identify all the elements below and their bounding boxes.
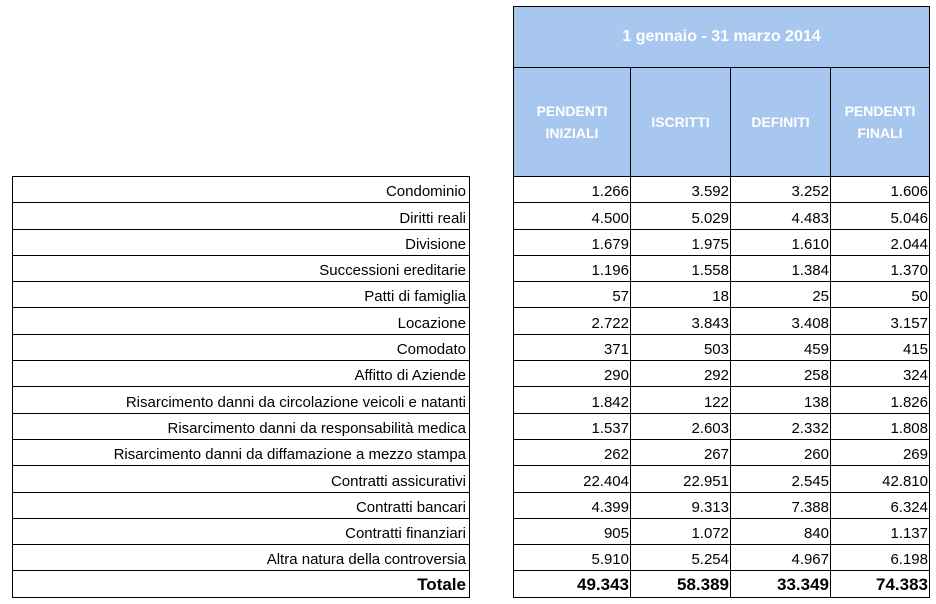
table-cell: 3.157 [890,314,928,332]
total-cell: 33.349 [731,571,831,596]
row-label: Risarcimento danni da diffamazione a mezzo stampa [113,446,466,464]
table-cell: 3.843 [631,308,731,333]
table-row [514,203,929,229]
row-label: Divisione [405,235,466,253]
period-header: 1 gennaio - 31 marzo 2014 [513,6,930,68]
table-cell: 1.137 [890,525,928,543]
col-header-definiti: DEFINITI [730,67,831,177]
table-row [514,335,929,361]
label-row [13,256,469,282]
table-cell: 1.384 [731,256,831,281]
table-cell: 3.408 [731,308,831,333]
table-row [514,414,929,440]
table-row [514,466,929,492]
label-row [13,230,469,256]
table-cell: 2.545 [731,466,831,491]
table-cell: 260 [731,440,831,465]
table-cell: 503 [631,335,731,360]
table-cell: 6.198 [890,551,928,569]
table-cell: 50 [911,288,928,306]
table-cell: 1.072 [631,519,731,544]
table-row [514,545,929,571]
label-row [13,361,469,387]
table-cell: 18 [631,282,731,307]
table-cell: 1.558 [631,256,731,281]
label-row [13,177,469,203]
table-cell: 9.313 [631,493,731,518]
table-row [514,177,929,203]
table-cell: 2.332 [731,414,831,439]
table-row [514,440,929,466]
table-cell: 1.370 [890,262,928,280]
row-label: Locazione [397,314,466,332]
table-cell: 4.399 [514,493,631,518]
label-row [13,203,469,229]
total-cell: 74.383 [876,574,928,594]
table-cell: 4.500 [514,203,631,228]
table-cell: 1.196 [514,256,631,281]
table-cell: 324 [902,367,928,385]
table-cell: 7.388 [731,493,831,518]
row-label: Patti di famiglia [364,288,466,306]
table-row [514,308,929,334]
table-cell: 5.029 [631,203,731,228]
label-row [13,308,469,334]
row-label: Comodato [396,341,466,359]
label-row [13,387,469,413]
table-cell: 5.046 [890,209,928,227]
table-cell: 269 [902,446,928,464]
table-cell: 1.975 [631,230,731,255]
table-cell: 840 [731,519,831,544]
table-row [514,361,929,387]
table-cell: 3.592 [631,177,731,202]
table-cell: 22.404 [514,466,631,491]
col-header-pendenti-finali: PENDENTI FINALI [830,67,930,177]
table-cell: 267 [631,440,731,465]
table-cell: 3.252 [731,177,831,202]
label-row [13,545,469,571]
table-cell: 1.808 [890,419,928,437]
total-cell: 58.389 [631,571,731,596]
data-table [513,176,930,598]
table-cell: 262 [514,440,631,465]
row-label: Diritti reali [399,209,466,227]
table-cell: 459 [731,335,831,360]
label-row [13,440,469,466]
label-row [13,466,469,492]
col-header-pendenti-iniziali: PENDENTI INIZIALI [513,67,631,177]
row-label: Altra natura della controversia [266,551,466,569]
total-label-row [13,571,469,597]
table-cell: 1.537 [514,414,631,439]
total-row [514,571,929,597]
table-cell: 4.483 [731,203,831,228]
table-cell: 290 [514,361,631,386]
col-header-iscritti: ISCRITTI [630,67,731,177]
table-row [514,387,929,413]
table-cell: 292 [631,361,731,386]
table-cell: 1.842 [514,387,631,412]
table-row [514,230,929,256]
label-row [13,282,469,308]
label-row [13,414,469,440]
table-cell: 2.722 [514,308,631,333]
table-row [514,493,929,519]
row-label: Contratti bancari [355,498,466,516]
table-cell: 1.826 [890,393,928,411]
table-cell: 42.810 [882,472,928,490]
row-label: Contratti finanziari [345,525,466,543]
table-cell: 2.603 [631,414,731,439]
label-row [13,493,469,519]
row-label: Contratti assicurativi [330,472,466,490]
table-cell: 905 [514,519,631,544]
table-cell: 138 [731,387,831,412]
table-cell: 1.606 [890,183,928,201]
table-cell: 4.967 [731,545,831,570]
table-cell: 1.610 [731,230,831,255]
row-label: Successioni ereditarie [319,262,466,280]
row-label: Risarcimento danni da responsabilità medica [167,419,466,437]
table-cell: 22.951 [631,466,731,491]
table-cell: 371 [514,335,631,360]
row-label: Condominio [385,183,466,201]
label-row [13,335,469,361]
label-row [13,519,469,545]
table-cell: 415 [902,341,928,359]
row-labels-column [12,176,470,598]
table-cell: 5.254 [631,545,731,570]
table-cell: 5.910 [514,545,631,570]
table-cell: 6.324 [890,498,928,516]
table-cell: 122 [631,387,731,412]
total-label: Totale [417,574,466,594]
table-cell: 258 [731,361,831,386]
row-label: Risarcimento danni da circolazione veicoli e natanti [125,393,466,411]
table-cell: 57 [514,282,631,307]
table-row [514,519,929,545]
table-cell: 25 [731,282,831,307]
total-cell: 49.343 [514,571,631,596]
table-row [514,256,929,282]
table-cell: 1.679 [514,230,631,255]
row-label: Affitto di Aziende [354,367,466,385]
table-row [514,282,929,308]
table-cell: 1.266 [514,177,631,202]
table-cell: 2.044 [890,235,928,253]
